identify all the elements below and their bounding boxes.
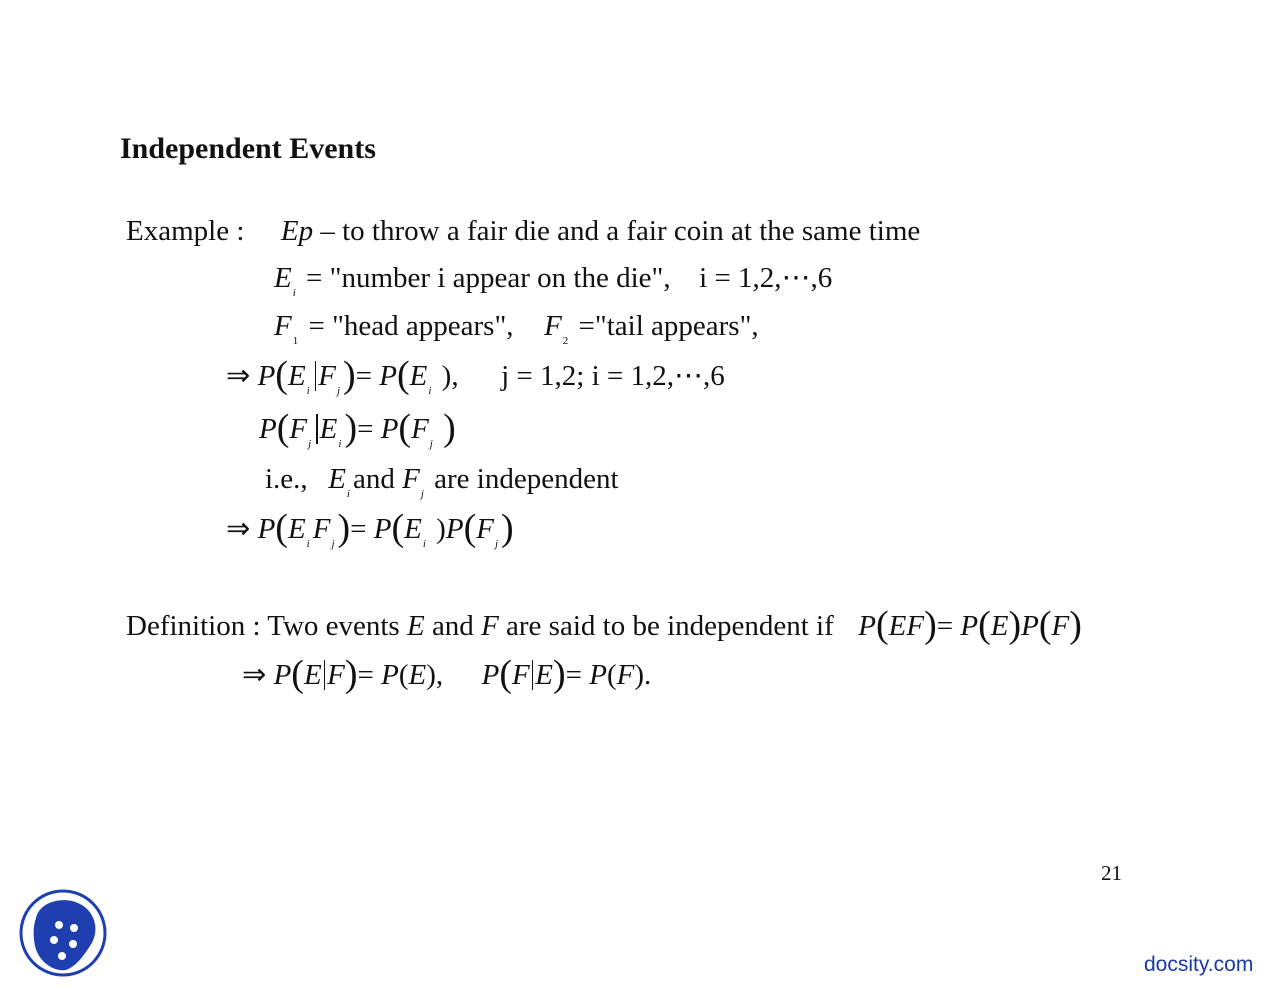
example-label: Example : — [126, 215, 245, 247]
product-equation: ⇒ $P(E_i$ $F_j)= P(E_i$ )$P(F_j)$ — [226, 507, 514, 550]
e-definition: "number i appear on the die", — [329, 262, 671, 294]
dash: – — [320, 215, 335, 247]
i-range: i = 1,2,⋯,6 — [591, 360, 725, 392]
definition-line: Definition : Two events E and F are said to be independent if P(EF)= P(E)P(F) — [126, 604, 1082, 646]
ep-symbol: Ep — [280, 215, 314, 247]
are-independent-text: are independent — [434, 463, 619, 495]
f1-definition: "head appears", — [332, 310, 514, 342]
definition-consequence: ⇒ P(E F)= P(E), P(F E)= P(F). — [242, 653, 652, 695]
page-number: 21 — [1101, 861, 1122, 885]
brand-link[interactable]: docsity.com — [1144, 953, 1254, 976]
example-description: to throw a fair die and a fair coin at the same time — [342, 215, 921, 247]
conditional-equation-2: $P(F_j$ $E_i)= P(F_j$ ) — [259, 407, 456, 450]
definition-label: Definition : — [126, 610, 261, 642]
f-definition-line: $F_1$ = "head appears", $F_2$ ="tail appears", — [274, 310, 759, 347]
e-definition-line: $E_i$ = "number i appear on the die", i = 1,2,⋯,6 — [274, 262, 833, 299]
j-range: j = 1,2; — [501, 360, 585, 392]
e-range: i = 1,2,⋯,6 — [699, 262, 833, 294]
f2-definition: "tail appears", — [594, 310, 759, 342]
conditional-equation-1: ⇒ $P(E_i$ $F_j)= P(E_i$ ), j = 1,2; i = 1,2,⋯,6 — [226, 354, 725, 397]
docsity-logo-icon — [18, 888, 108, 983]
independence-statement: i.e., $E_i$ and $F_j$ are independent — [265, 463, 619, 500]
example-line — [126, 214, 920, 248]
page-title: Independent Events — [120, 132, 376, 165]
